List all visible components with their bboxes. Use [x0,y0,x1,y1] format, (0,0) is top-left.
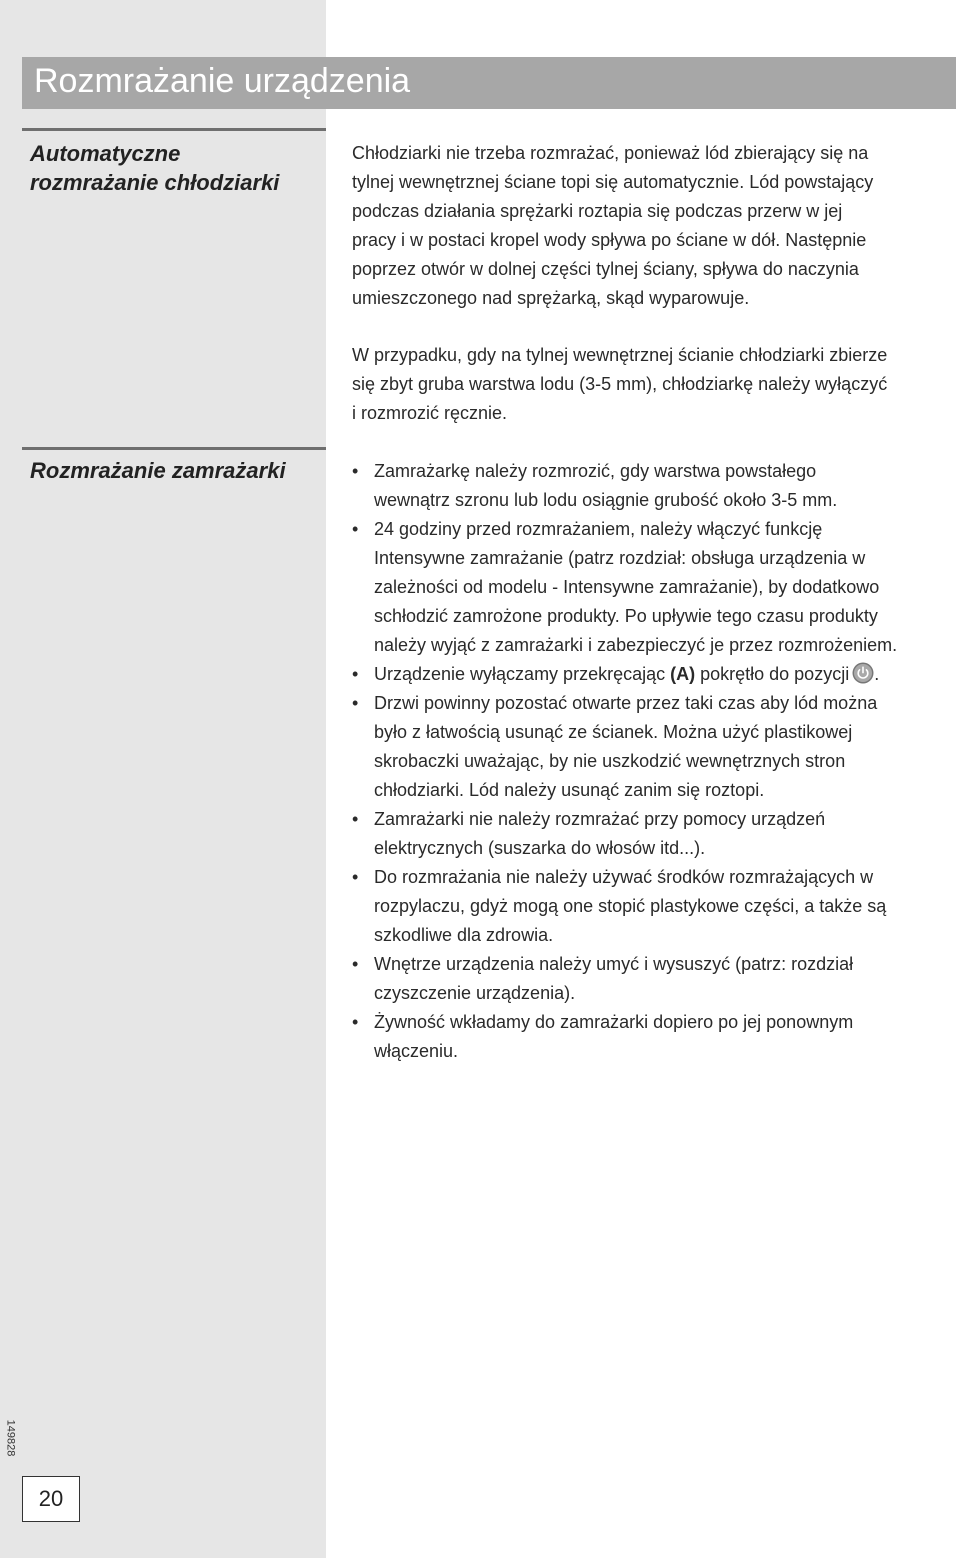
text-line: Zamrażarkę należy rozmrozić, gdy warstwa powstałego [374,461,817,481]
list-item [352,1008,957,1066]
text-line: pracy i w postaci kropel wody spływa po ściane w dół. Następnie [352,230,867,250]
page-number: 20 [38,1486,64,1511]
text-line: i rozmrozić ręcznie. [352,403,508,423]
paragraph-fridge-auto [352,139,952,313]
text-line: Zamrażarki nie należy rozmrażać przy pomocy urządzeń [374,809,826,829]
page-title: Rozmrażanie urządzenia [34,62,411,100]
bullet-marker: • [352,519,359,539]
paragraph-fridge-manual [352,341,952,428]
text-line: skrobaczki uważając, by nie uszkodzić wewnętrznych stron [374,751,846,771]
bullet-marker: • [352,693,359,713]
text-line: rozpylaczu, gdyż mogą one stopić plastykowe części, a także są [374,896,887,916]
text-line: się zbyt gruba warstwa lodu (3-5 mm), chłodziarkę należy wyłączyć [352,374,888,394]
text-line: należy wyjąć z zamrażarki i zabezpieczyć je przez rozmrożeniem. [374,635,898,655]
text-line: Intensywne zamrażanie (patrz rozdział: obsługa urządzenia w [374,548,866,568]
list-item [352,660,957,689]
left-margin-panel [0,0,326,1558]
text-line: schłodzić zamrożone produkty. Po upływie tego czasu produkty [374,606,878,626]
knob-text-after: pokrętło do pozycji [695,664,850,684]
heading-fridge-defrost [30,139,279,197]
text-line: podczas działania sprężarki roztapia się podczas przerw w jej [352,201,843,221]
text-line: 24 godziny przed rozmrażaniem, należy włączyć funkcję [374,519,823,539]
freezer-instructions-list [352,457,957,1066]
power-icon [852,662,874,684]
page-number-box [22,1476,80,1522]
text-line: poprzez otwór w dolnej części tylnej ściany, spływa do naczynia [352,259,859,279]
bullet-marker: • [352,809,359,829]
bullet-marker: • [352,664,359,684]
bullet-marker: • [352,867,359,887]
list-item [352,457,957,515]
heading-fridge-line-1: Automatyczne [30,141,181,166]
section-divider-fridge [22,128,326,131]
list-item [352,863,957,950]
text-line: czyszczenie urządzenia). [374,983,576,1003]
knob-instruction-line [374,660,957,689]
text-line: Do rozmrażania nie należy używać środków rozmrażających w [374,867,874,887]
bullet-marker: • [352,954,359,974]
section-divider-freezer [22,447,326,450]
text-line: szkodliwe dla zdrowia. [374,925,554,945]
text-line: Wnętrze urządzenia należy umyć i wysuszyć (patrz: rozdział [374,954,854,974]
text-line: elektrycznych (suszarka do włosów itd...). [374,838,706,858]
bullet-marker: • [352,461,359,481]
list-item [352,950,957,1008]
text-line: zależności od modelu - Intensywne zamrażanie), by dodatkowo [374,577,880,597]
knob-label: (A) [670,664,696,684]
text-line: tylnej wewnętrznej ściane topi się automatycznie. Lód powstający [352,172,874,192]
knob-text-end: . [874,664,880,684]
text-line: było z łatwością usunąć ze ścianek. Można użyć plastikowej [374,722,853,742]
list-item [352,515,957,660]
heading-fridge-line-2: rozmrażanie chłodziarki [30,170,280,195]
list-item [352,689,957,805]
text-line: Drzwi powinny pozostać otwarte przez taki czas aby lód można [374,693,878,713]
heading-freezer-defrost: Rozmrażanie zamrażarki [30,458,286,483]
knob-text-before: Urządzenie wyłączamy przekręcając [374,664,671,684]
text-line: włączeniu. [374,1041,459,1061]
text-line: wewnątrz szronu lub lodu osiągnie grubość około 3-5 mm. [374,490,838,510]
text-line: umieszczonego nad sprężarką, skąd wyparowuje. [352,288,750,308]
text-line: W przypadku, gdy na tylnej wewnętrznej ścianie chłodziarki zbierze [352,345,888,365]
text-line: chłodziarki. Lód należy usunąć zanim się roztopi. [374,780,765,800]
list-item [352,805,957,863]
bullet-marker: • [352,1012,359,1032]
title-bar [22,57,956,109]
text-line: Żywność wkładamy do zamrażarki dopiero po jej ponownym [374,1012,854,1032]
document-code: 149828 [4,1419,17,1457]
text-line: Chłodziarki nie trzeba rozmrażać, ponieważ lód zbierający się na [352,143,869,163]
